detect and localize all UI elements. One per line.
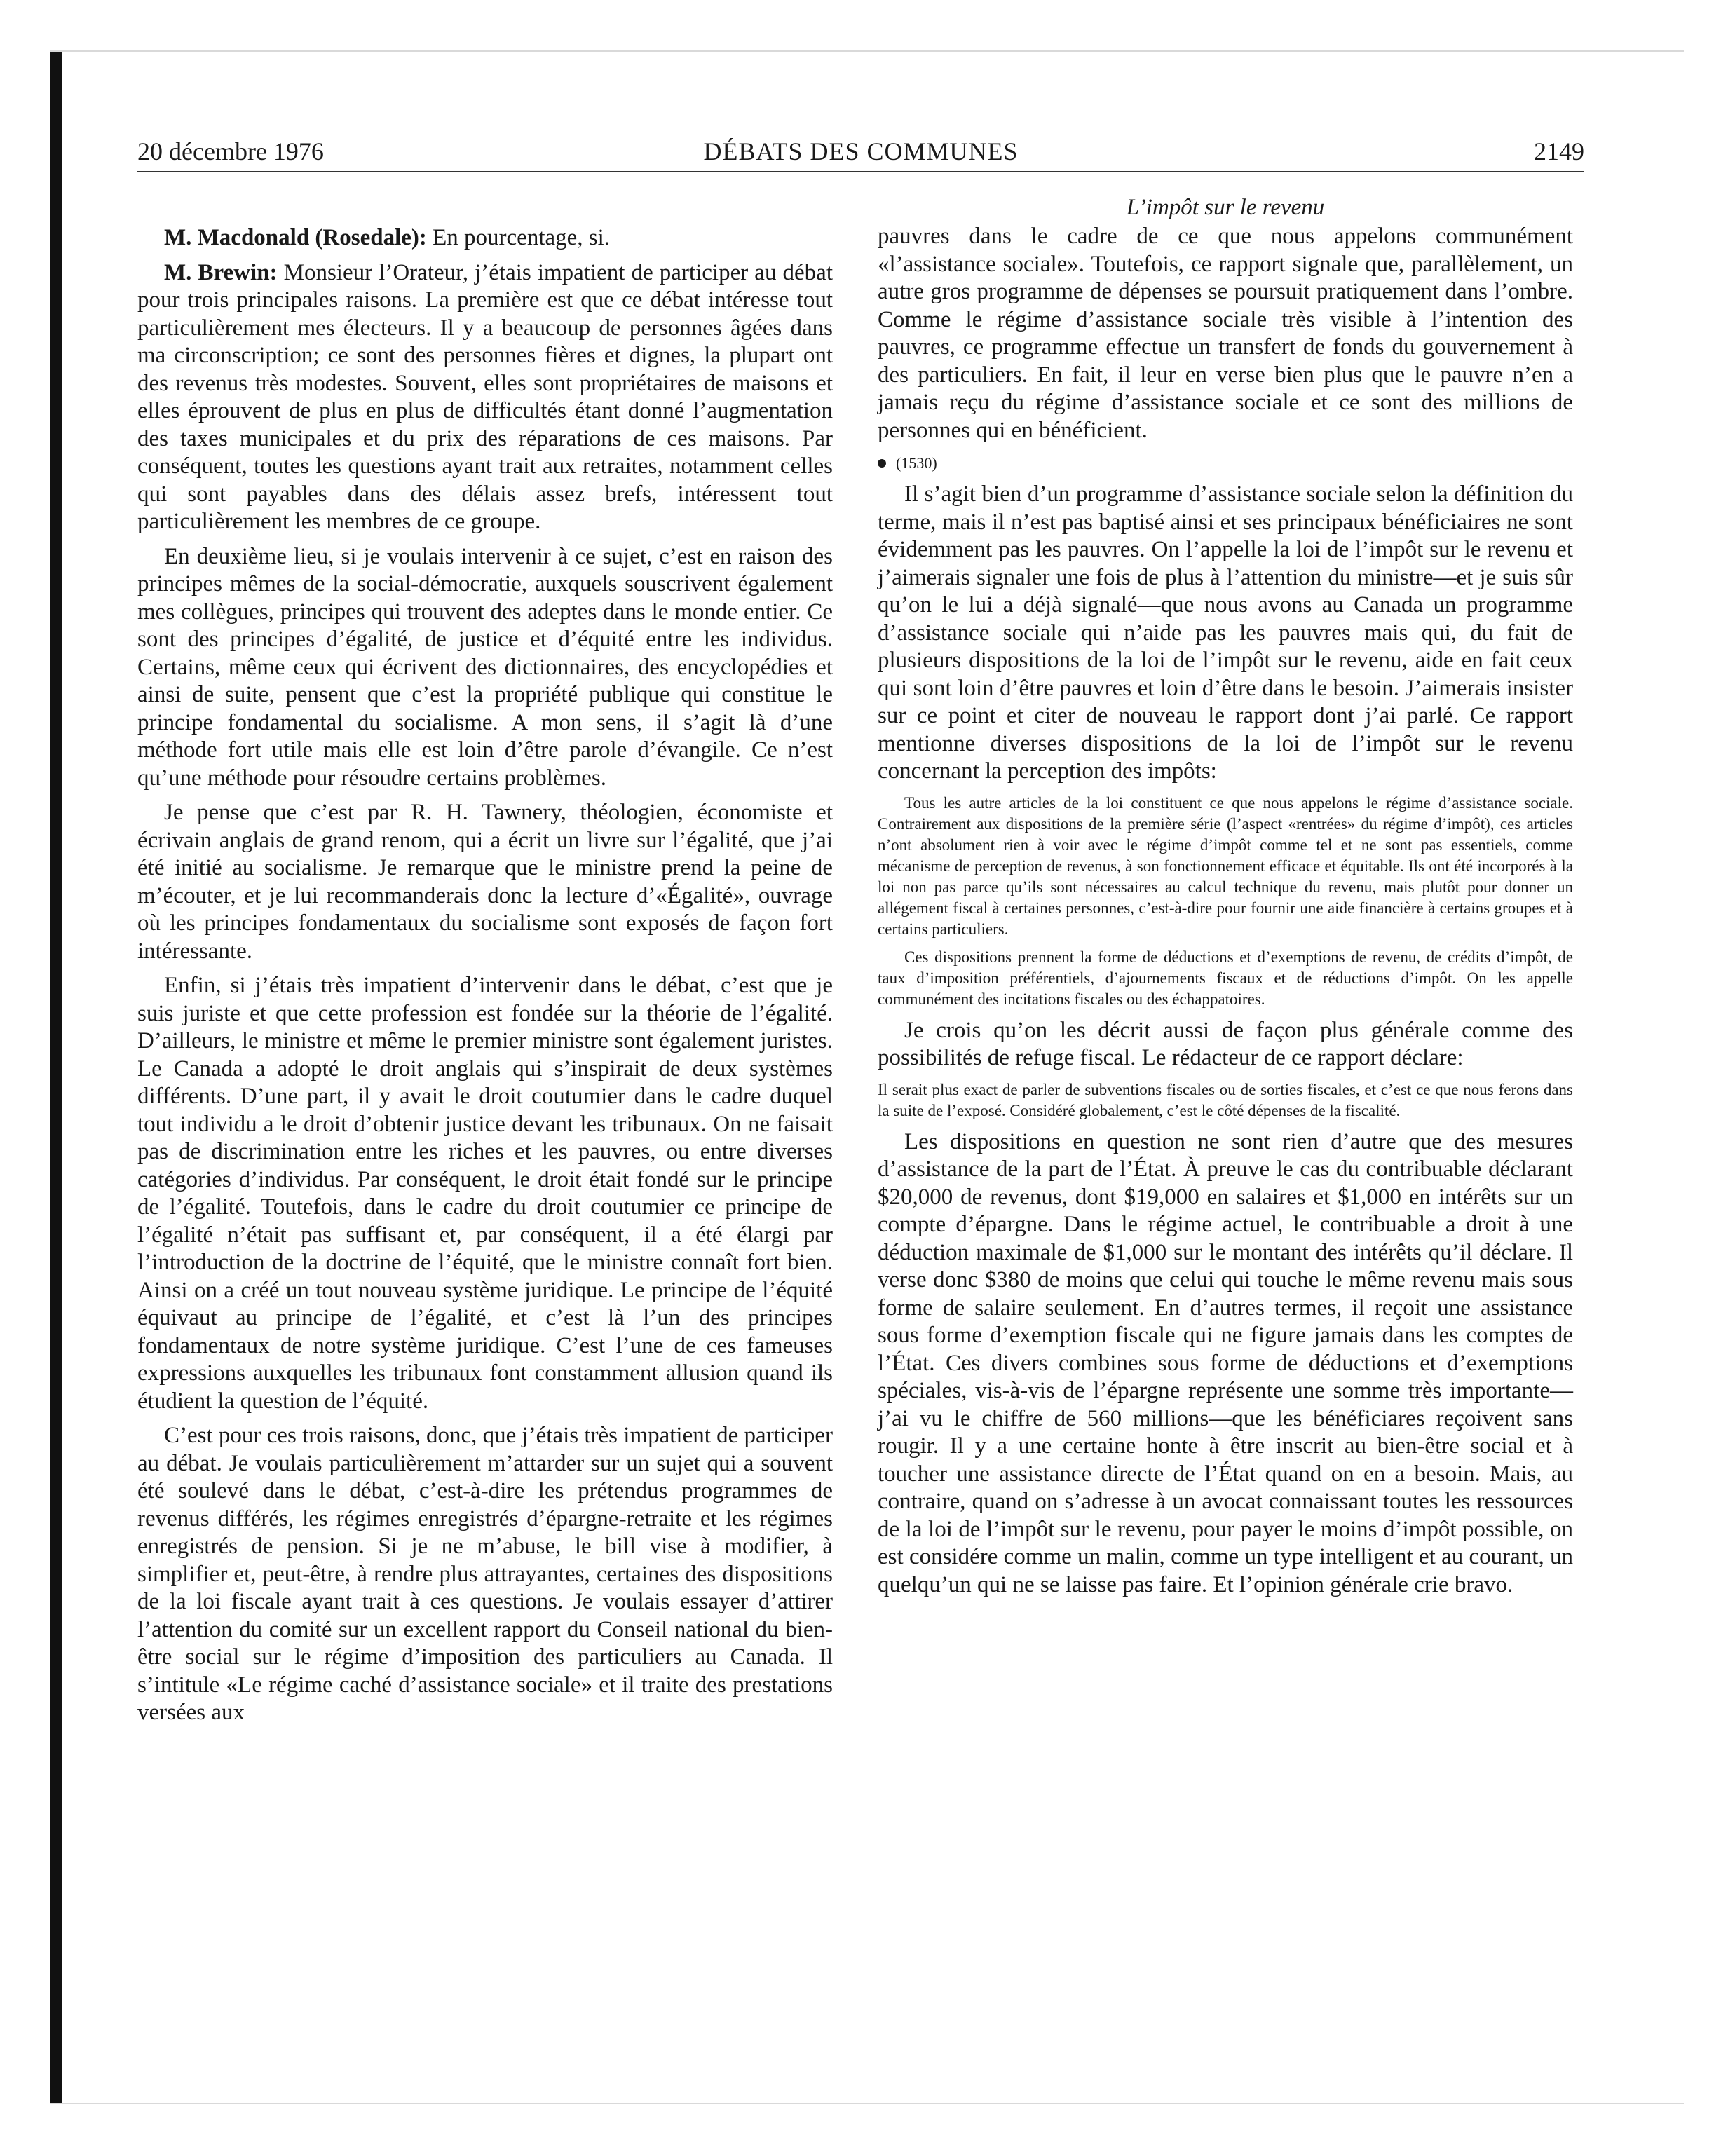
left-column (137, 193, 833, 1734)
page-header (137, 135, 1584, 174)
time-marker (878, 451, 1573, 475)
paragraph-text: En pourcentage, si. (426, 225, 611, 250)
speaker-name: M. Brewin: (164, 259, 278, 285)
paragraph: Je pense que c’est par R. H. Tawnery, théologien, économiste et écrivain anglais de grand renom, qui a écrit un livre sur l’égalité, que j’ai été initié au socialisme. Je remarque que le ministre prend la peine de m’écouter, et je lui recommanderais donc la lecture d’«Égalité», ouvrage où les principes fondamentaux du socialisme sont exposés de façon fort intéressante. (137, 800, 833, 964)
paragraph-text: Monsieur l’Orateur, j’étais impatient de participer au débat pour trois principales raisons. La première est que ce débat intéresse tout particulièrement mes électeurs. Il y a beaucoup de personnes âgées dans ma circonscription; ce sont des personnes fières et dignes, la plupart ont des revenus très modestes. Souvent, elles sont propriétaires de maisons et elles éprouvent de plus en plus de difficultés étant donné l’augmentation des taxes municipales et du prix des réparations de ces maisons. Par conséquent, toutes les questions ayant trait aux retraites, notamment celles qui sont payables dans des délais assez brefs, intéressent tout particulièrement les membres de ce groupe. (137, 259, 833, 534)
header-title: DÉBATS DES COMMUNES (703, 137, 1019, 165)
scan-top-edge (50, 50, 1684, 52)
block-quote: Ces dispositions prennent la forme de déductions et d’exemptions de revenu, de crédits d’impôt, de taux d’imposition préférentiels, d’ajournements fiscaux et de réductions d’impôt. On les appelle communément des incitations fiscales ou des échappatoires. (878, 948, 1573, 1008)
header-date: 20 décembre 1976 (137, 137, 324, 165)
speaker-name: M. Macdonald (Rosedale): (164, 225, 427, 250)
paragraph-brewin (137, 259, 833, 536)
block-quote: Tous les autre articles de la loi constituent ce que nous appelons le régime d’assistance sociale. Contrairement aux dispositions de la première série (l’aspect «rentrées» du régime d’impôt), ces articles n’ont absolument rien à voir avec le régime d’impôt comme tel et ne sont pas essentiels, comme mécanisme de perception de revenus, à son fonctionnement efficace et équitable. Ils ont été incorporés à la loi non pas parce qu’ils sont nécessaires au calcul technique du revenu, mais plutôt pour donner un allégement fiscal à certaines personnes, c’est-à-dire pour fournir une aide financière à certains groupes et à certains particuliers. (878, 793, 1573, 938)
paragraph-macdonald (137, 224, 833, 252)
header-page-number: 2149 (1534, 137, 1584, 165)
right-column (878, 193, 1573, 1606)
scan-bottom-edge (50, 2103, 1684, 2104)
paragraph: Enfin, si j’étais très impatient d’intervenir dans le débat, c’est que je suis juriste et que cette profession est fondée sur la théorie de l’égalité. D’ailleurs, le ministre et même le premier ministre sont également juristes. Le Canada a adopté le droit anglais qui s’inspirait de deux systèmes différents. D’une part, il y avait le droit coutumier dans le cadre duquel tout individu a le droit d’obtenir justice devant les tribunaux. On ne faisait pas de discrimination entre les riches et les pauvres, ou entre diverses catégories d’individus. Par conséquent, le droit était fondé sur le principe de l’égalité. Toutefois, dans le cadre du droit coutumier ce principe de l’égalité n’était pas suffisant et, par conséquent, il a été élargi par l’introduction de la doctrine de l’équité, que le ministre connaît fort bien. Ainsi on a créé un tout nouveau système juridique. Le principe de l’équité équivaut au principe de l’égalité, et c’est là l’un des principes fondamentaux de notre système juridique. C’est l’une de ces fameuses expressions auxquelles les tribunaux font constamment allusion quand ils étudient la question de l’équité. (137, 973, 833, 1414)
paragraph: Je crois qu’on les décrit aussi de façon plus générale comme des possibilités de refuge fiscal. Le rédacteur de ce rapport déclare: (878, 1017, 1573, 1070)
time-marker-text: (1530) (896, 454, 937, 472)
paragraph: Il s’agit bien d’un programme d’assistance sociale selon la définition du terme, mais il n’est pas baptisé ainsi et ses principaux bénéficiaires ne sont évidemment pas les pauvres. On l’appelle la loi de l’impôt sur le revenu et j’aimerais signaler une fois de plus à l’attention du ministre—et je suis sûr qu’on le lui a déjà signalé—que nous avons au Canada un programme d’assistance sociale qui n’aide pas les pauvres mais qui, du fait de plusieurs dispositions de la loi de l’impôt sur le revenu, aide en fait ceux qui sont loin d’être pauvres et loin d’être dans le besoin. J’aimerais insister sur ce point et citer de nouveau le rapport dont j’ai parlé. Ce rapport mentionne diverses dispositions de la loi de l’impôt sur le revenu concernant la perception des impôts: (878, 482, 1573, 784)
paragraph: En deuxième lieu, si je voulais intervenir à ce sujet, c’est en raison des principes mêmes de la social-démocratie, auxquels souscrivent également mes collègues, principes qui trouvent des adeptes dans le monde entier. Ce sont des principes d’égalité, de justice et d’équité entre les individus. Certains, même ceux qui écrivent des dictionnaires, des encyclopédies et ainsi de suite, pensent que c’est la propriété publique qui constitue le principe fondamental du socialisme. A mon sens, il s’agit là d’une méthode fort utile mais elle est loin d’être parole d’évangile. Ce n’est qu’une méthode pour résoudre certains problèmes. (137, 543, 833, 791)
header-rule (137, 171, 1584, 172)
paragraph: C’est pour ces trois raisons, donc, que j’étais très impatient de participer au débat. Je voulais particulièrement m’attarder sur un sujet qui a souvent été soulevé dans le débat, c’est-à-dire les prétendus programmes de revenus différés, les régimes enregistrés d’épargne-retraite et les régimes enregistrés de pension. Si je ne m’abuse, le bill vise à modifier, à simplifier et, peut-être, à rendre plus attrayantes, certaines des dispositions de la loi fiscale ayant trait à ces questions. Je voulais essayer d’attirer l’attention du comité sur un excellent rapport du Conseil national du bien-être social sur le régime d’imposition des particuliers au Canada. Il s’intitule «Le régime caché d’assistance sociale» et il traite des prestations versées aux (137, 1423, 833, 1725)
bullet-dot-icon (878, 459, 886, 468)
block-quote: Il serait plus exact de parler de subventions fiscales ou de sorties fiscales, et c’est ce que nous ferons dans la suite de l’exposé. Considéré globalement, c’est le côté dépenses de la fiscalité. (878, 1080, 1573, 1119)
scan-binding-edge (50, 50, 62, 2104)
subject-heading: L’impôt sur le revenu (1126, 195, 1325, 220)
paragraph: pauvres dans le cadre de ce que nous appelons communément «l’assistance sociale». Toutefois, ce rapport signale que, parallèlement, un autre gros programme de dépenses se poursuit pratiquement dans l’ombre. Comme le régime d’assistance sociale très visible à l’intention des pauvres, ce programme effectue un transfert de fonds du gouvernement à des particuliers. En fait, il leur en verse bien plus que le pauvre n’en a jamais reçu du régime d’assistance sociale et ce sont des millions de personnes qui en bénéficient. (878, 224, 1573, 443)
paragraph: Les dispositions en question ne sont rien d’autre que des mesures d’assistance de la part de l’État. À preuve le cas du contribuable déclarant $20,000 de revenus, dont $19,000 en salaires et $1,000 en intérêts sur un compte d’épargne. Dans le régime actuel, le contribuable a droit à une déduction maximale de $1,000 sur le montant des intérêts qu’il déclare. Il verse donc $380 de moins que celui qui touche le même revenu mais sous forme de salaire seulement. En d’autres termes, il reçoit une assistance sous forme d’exemption fiscale qui ne figure jamais dans les comptes de l’État. Ces divers combines sous forme de déductions et d’exemptions spéciales, vis-à-vis de l’épargne représente une somme très importante—j’ai vu le chiffre de 560 millions—que les bénéficiares reçoivent sans rougir. Il y a une certaine honte à être inscrit au bien-être social et à toucher une assistance directe de l’État quand on en a besoin. Mais, au contraire, quand on s’adresse à un avocat connaissant toutes les ressources de la loi de l’impôt sur le revenu, pour payer le moins d’impôt possible, on est considére comme un malin, comme un type intelligent et au courant, un quelqu’un qui ne se laisse pas faire. Et l’opinion générale crie bravo. (878, 1128, 1573, 1597)
